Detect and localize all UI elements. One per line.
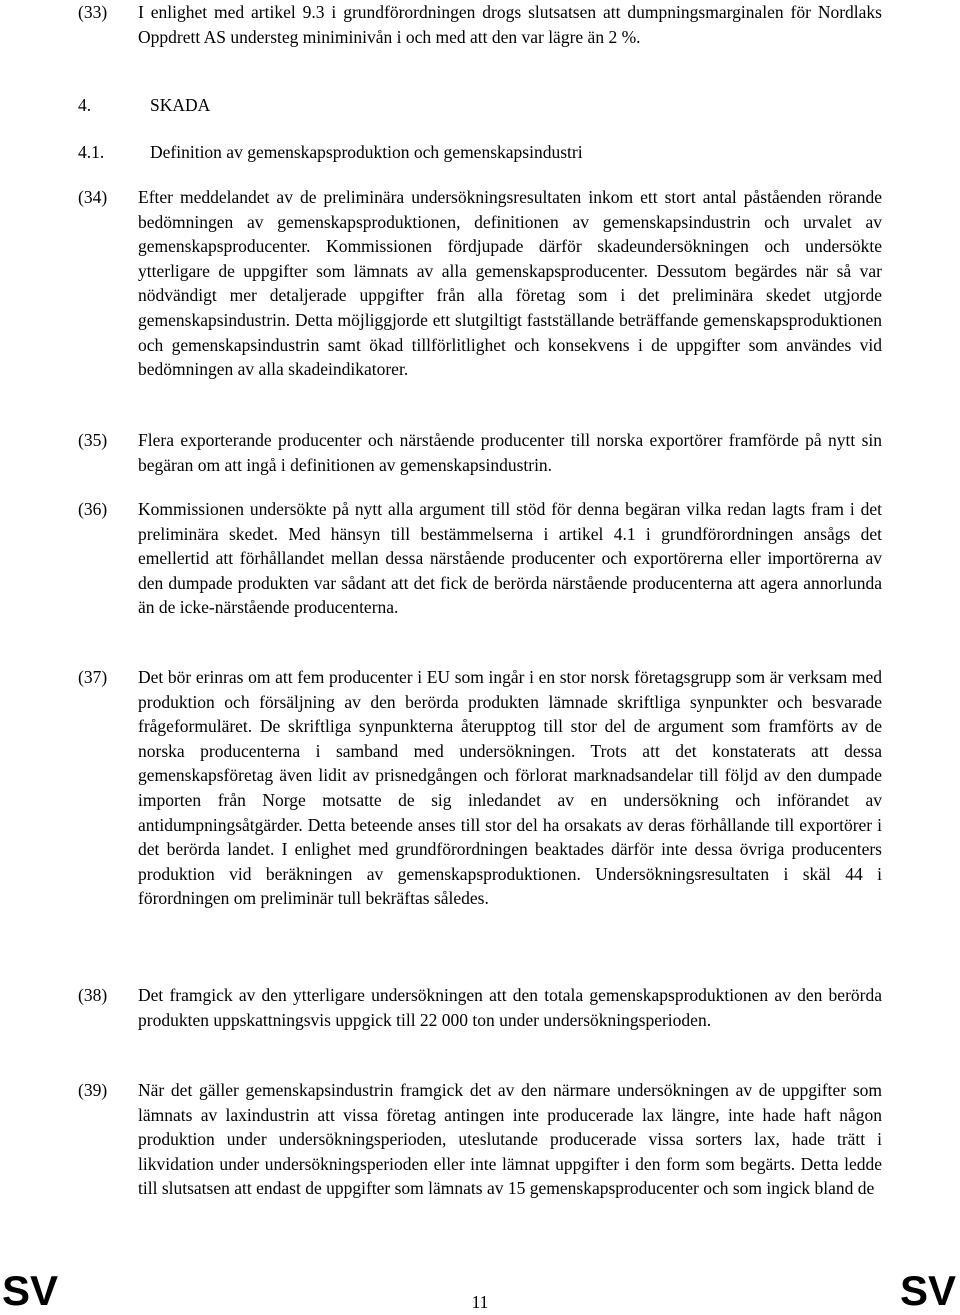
- paragraph-number: (33): [78, 2, 108, 22]
- paragraph-39: [78, 1078, 882, 1201]
- paragraph-number: (36): [78, 499, 108, 519]
- subsection-heading: [78, 140, 583, 165]
- paragraph-34: [78, 185, 882, 382]
- paragraph-number: (38): [78, 985, 108, 1005]
- paragraph-38: [78, 983, 882, 1032]
- paragraph-35: [78, 428, 882, 477]
- language-code-left: SV: [2, 1267, 59, 1314]
- paragraph-text: I enlighet med artikel 9.3 i grundförordningen drogs slutsatsen att dumpningsmarginalen för Nordlaks Oppdrett AS understeg miniminivån i och med att den var lägre än 2 %.: [138, 2, 882, 47]
- paragraph-37: [78, 665, 882, 911]
- paragraph-number: (39): [78, 1080, 108, 1100]
- paragraph-33: [78, 0, 882, 49]
- paragraph-text: Det framgick av den ytterligare undersökningen att den totala gemenskapsproduktionen av den berörda produkten uppskattningsvis uppgick till 22 000 ton under undersökningsperioden.: [138, 985, 882, 1030]
- paragraph-36: [78, 497, 882, 620]
- subsection-number: 4.1.: [78, 142, 105, 162]
- section-heading: [78, 93, 210, 118]
- paragraph-text: När det gäller gemenskapsindustrin framgick det av den närmare undersökningen av de uppgifter som lämnats av laxindustrin att vissa företag antingen inte producerade lax längre, inte hade haft någon produktion under undersökningsperioden, uteslutande producerade vissa sorters lax, hade trätt i likvidation under undersökningsperioden eller inte lämnat uppgifter i den form som begärts. Detta ledde till slutsatsen att endast de uppgifter som lämnats av 15 gemenskapsproducenter och som ingick bland de: [138, 1080, 882, 1199]
- subsection-title: Definition av gemenskapsproduktion och gemenskapsindustri: [150, 142, 583, 162]
- paragraph-text: Det bör erinras om att fem producenter i EU som ingår i en stor norsk företagsgrupp som är verksam med produktion och försäljning av den berörda produkten lämnade skriftliga synpunkter och besvarade frågeformuläret. De skriftliga synpunkterna återupptog till stor del de argument som framförts av de norska producenterna i samband med undersökningen. Trots att det konstaterats att dessa gemenskapsföretag även lidit av prisnedgången och förlorat marknadsandelar till följd av den dumpade importen från Norge motsatte de sig inledandet av en undersökning och införandet av antidumpningsåtgärder. Detta beteende anses till stor del ha orsakats av deras förhållande till exportörer i det berörda landet. I enlighet med grundförordningen beaktades därför inte dessa övriga producenters produktion vid beräkningen av gemenskapsproduktionen. Undersökningsresultaten i skäl 44 i förordningen om preliminär tull bekräftas således.: [138, 667, 882, 909]
- section-title: SKADA: [150, 95, 211, 115]
- paragraph-text: Efter meddelandet av de preliminära undersökningsresultaten inkom ett stort antal påståenden rörande bedömningen av gemenskapsproduktionen, definitionen av gemenskapsindustrin och urvalet av gemenskapsproducenter. Kommissionen fördjupade därför skadeundersökningen och undersökte ytterligare de uppgifter som lämnats av alla gemenskapsproducenter. Dessutom begärdes när så var nödvändigt mer detaljerade uppgifter från alla företag som i det preliminära skedet utgjorde gemenskapsindustrin. Detta möjliggjorde ett slutgiltigt fastställande beträffande gemenskapsproduktionen och gemenskapsindustrin samt ökad tillförlitlighet och konsekvens i de uppgifter som användes vid bedömningen av alla skadeindikatorer.: [138, 187, 882, 380]
- section-number: 4.: [78, 95, 92, 115]
- paragraph-text: Kommissionen undersökte på nytt alla argument till stöd för denna begäran vilka redan lagts fram i det preliminära skedet. Med hänsyn till bestämmelserna i artikel 4.1 i grundförordningen ansågs det emellertid att förhållandet mellan dessa närstående producenter och exportörerna eller importörerna av den dumpade produkten var sådant att det fick de berörda närstående producenterna att agera annorlunda än de icke-närstående producenterna.: [138, 499, 882, 618]
- paragraph-text: Flera exporterande producenter och närstående producenter till norska exportörer framförde på nytt sin begäran om att ingå i definitionen av gemenskapsindustrin.: [138, 430, 882, 475]
- paragraph-number: (37): [78, 667, 108, 687]
- page-number: 11: [471, 1292, 489, 1312]
- paragraph-number: (35): [78, 430, 108, 450]
- paragraph-number: (34): [78, 187, 108, 207]
- language-code-right: SV: [899, 1267, 956, 1314]
